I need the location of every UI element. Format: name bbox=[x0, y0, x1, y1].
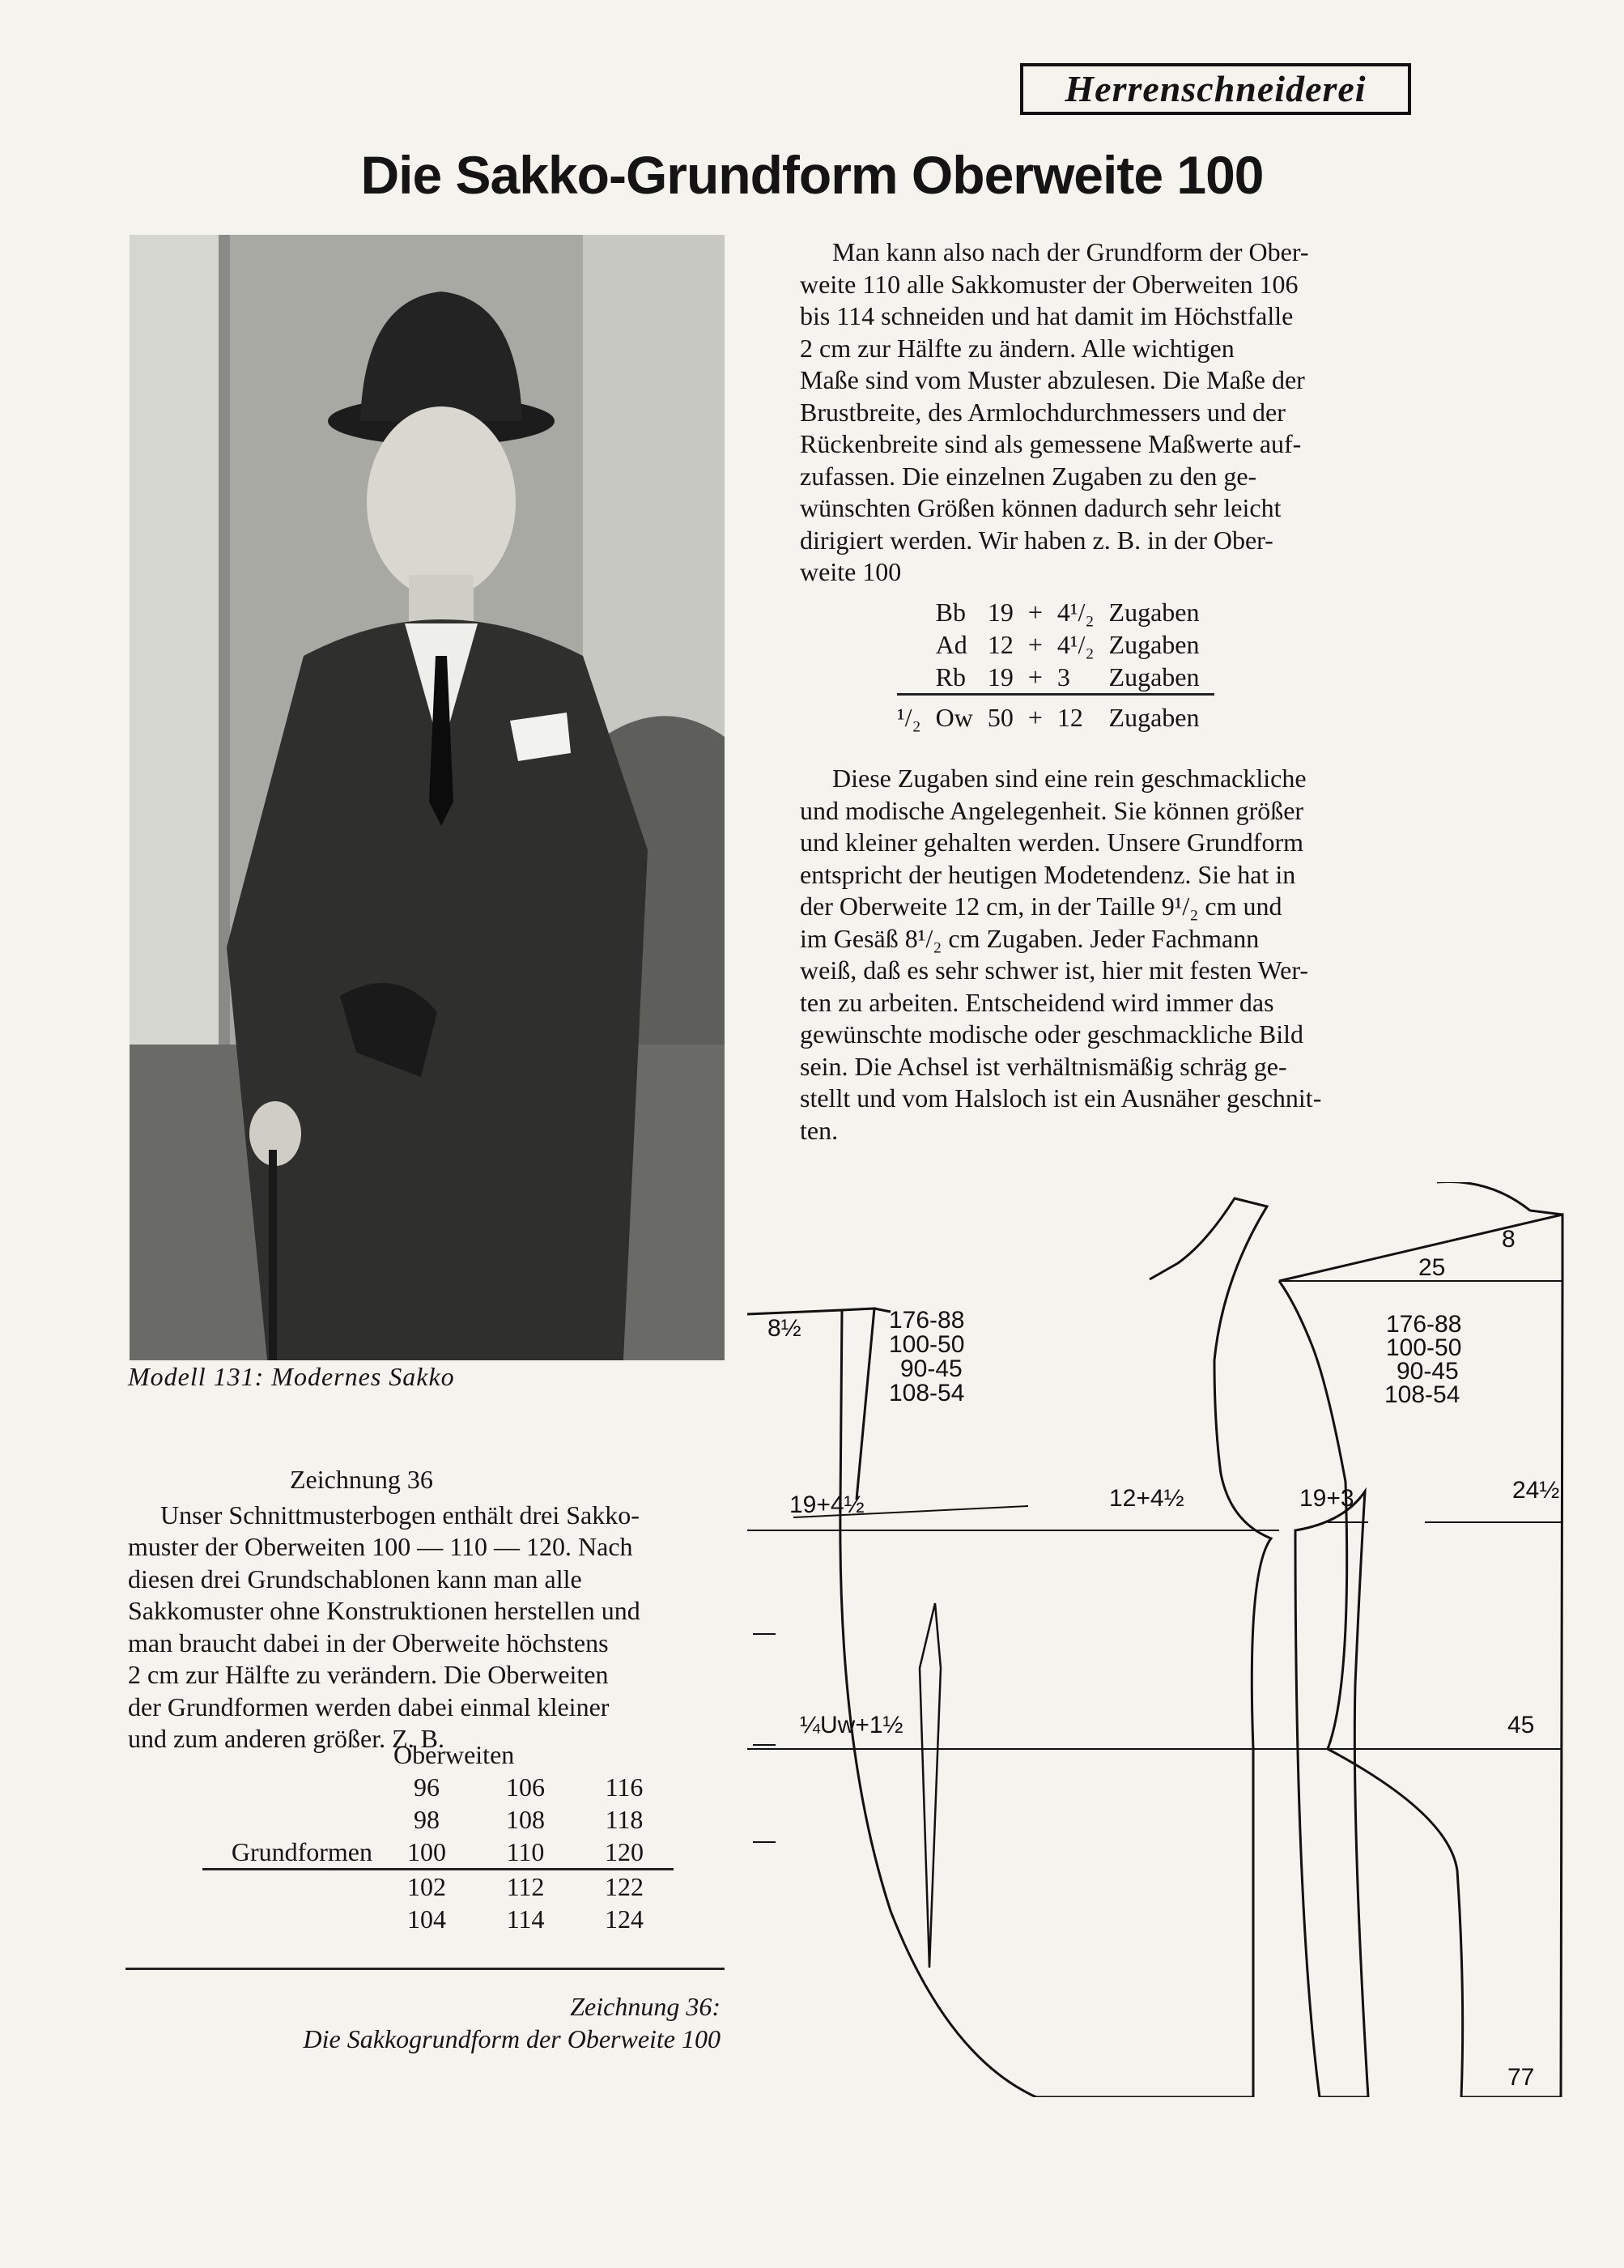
pattern-label: 90-45 bbox=[1397, 1358, 1459, 1385]
text-line: ten. bbox=[800, 1115, 839, 1145]
table-cell: 124 bbox=[605, 1904, 644, 1934]
table-cell: Rb bbox=[935, 662, 966, 691]
text-line: 2 cm zur Hälfte zu verändern. Die Oberweiten bbox=[128, 1660, 609, 1689]
table-cell: Zugaben bbox=[1108, 662, 1200, 691]
text-line: entspricht der heutigen Modetendenz. Sie hat in bbox=[800, 859, 1296, 889]
text-line: gewünschte modische oder geschmackliche Bild bbox=[800, 1019, 1304, 1049]
pattern-label: ¼Uw+1½ bbox=[800, 1712, 903, 1738]
left-column-text bbox=[128, 1464, 731, 1755]
table-row bbox=[202, 1803, 674, 1836]
table-cell: 120 bbox=[605, 1836, 644, 1866]
text-line: Man kann also nach der Grundform der Ober- bbox=[832, 237, 1309, 266]
figure-caption-line: Die Sakkogrundform der Oberweite 100 bbox=[303, 2024, 721, 2053]
text-line: und modische Angelegenheit. Sie können größer bbox=[800, 795, 1304, 825]
text-line: ten zu arbeiten. Entscheidend wird immer das bbox=[800, 987, 1274, 1017]
section-tag: Herrenschneiderei bbox=[1020, 63, 1411, 115]
table-cell: + bbox=[1027, 702, 1043, 732]
page-title: Die Sakko-Grundform Oberweite 100 bbox=[360, 145, 1264, 205]
back-labels bbox=[1299, 1226, 1559, 2091]
table-cell: Ow bbox=[935, 702, 973, 732]
table-cell: + bbox=[1027, 597, 1043, 627]
text-line: der Oberweite 12 cm, in der Taille 9¹/₂ cm und bbox=[800, 891, 1282, 921]
table-cell bbox=[202, 1870, 377, 1904]
table-cell: 3 bbox=[1056, 662, 1070, 691]
table-cell: 116 bbox=[605, 1772, 644, 1802]
table-header-row bbox=[202, 1738, 674, 1771]
table-cell: 4¹/₂ bbox=[1056, 597, 1095, 627]
table-row bbox=[897, 596, 1214, 628]
text-line: Sakkomuster ohne Konstruktionen herstellen und bbox=[128, 1596, 640, 1625]
table-cell bbox=[202, 1771, 377, 1803]
table-cell: 106 bbox=[506, 1772, 545, 1802]
table-cell: Zugaben bbox=[1108, 702, 1200, 732]
pattern-drawing bbox=[729, 1182, 1579, 2097]
table-row bbox=[202, 1870, 674, 1904]
right-column-text bbox=[800, 236, 1417, 589]
table-cell bbox=[202, 1738, 377, 1771]
table-cell: 104 bbox=[407, 1904, 446, 1934]
text-line: 2 cm zur Hälfte zu ändern. Alle wichtigen bbox=[800, 333, 1235, 363]
text-line: muster der Oberweiten 100 — 110 — 120. Nach bbox=[128, 1532, 633, 1561]
side-piece-outline bbox=[1295, 1491, 1368, 2097]
table-cell bbox=[897, 596, 936, 628]
table-cell: 98 bbox=[414, 1804, 440, 1834]
text-line: man braucht dabei in der Oberweite höchstens bbox=[128, 1628, 609, 1657]
text-line: bis 114 schneiden und hat damit im Höchstfalle bbox=[800, 301, 1294, 330]
table-row bbox=[202, 1903, 674, 1935]
table-cell: 102 bbox=[407, 1871, 446, 1901]
section-heading: Zeichnung 36 bbox=[290, 1465, 433, 1494]
text-line: der Grundformen werden dabei einmal kleiner bbox=[128, 1691, 610, 1721]
text-line: sein. Die Achsel ist verhältnismäßig schräg ge- bbox=[800, 1051, 1287, 1081]
pattern-label: 77 bbox=[1507, 2064, 1535, 2091]
text-line: weite 110 alle Sakkomuster der Oberweiten 106 bbox=[800, 269, 1299, 299]
table-cell bbox=[897, 661, 936, 695]
text-line: Unser Schnittmusterbogen enthält drei Sakko- bbox=[160, 1500, 640, 1530]
table-cell: 108 bbox=[506, 1804, 545, 1834]
table-cell bbox=[897, 628, 936, 661]
text-line: wünschten Größen können dadurch sehr leicht bbox=[800, 493, 1282, 522]
table-cell: Bb bbox=[935, 597, 966, 627]
table-cell: 19 bbox=[987, 662, 1014, 691]
front-labels bbox=[767, 1307, 964, 1738]
front-piece-outline bbox=[747, 1198, 1271, 2097]
divider bbox=[125, 1968, 725, 1970]
table-row-total bbox=[897, 695, 1214, 740]
table-cell: 12 bbox=[987, 629, 1014, 659]
oberweiten-table bbox=[202, 1738, 674, 1935]
pattern-label-side: 12+4½ bbox=[1109, 1485, 1184, 1512]
table-row bbox=[202, 1836, 674, 1870]
table-row-label: Grundformen bbox=[231, 1836, 372, 1866]
table-cell: 50 bbox=[987, 702, 1014, 732]
text-line: weite 100 bbox=[800, 557, 902, 586]
text-line: zufassen. Die einzelnen Zugaben zu den ge- bbox=[800, 461, 1257, 491]
table-row bbox=[897, 661, 1214, 695]
text-line: und zum anderen größer. Z. B. bbox=[128, 1724, 444, 1753]
table-cell bbox=[202, 1803, 377, 1836]
table-cell: 110 bbox=[506, 1836, 545, 1866]
text-line: und kleiner gehalten werden. Unsere Grundform bbox=[800, 828, 1303, 857]
table-heading: Oberweiten bbox=[393, 1739, 515, 1769]
text-line: stellt und vom Halsloch ist ein Ausnäher geschnit- bbox=[800, 1083, 1322, 1113]
pattern-label: 90-45 bbox=[900, 1355, 963, 1382]
table-cell: + bbox=[1027, 662, 1043, 691]
pattern-label: 25 bbox=[1418, 1254, 1446, 1281]
right-column-text-2 bbox=[800, 763, 1417, 1147]
table-cell: 4¹/₂ bbox=[1056, 629, 1095, 659]
pattern-label: 100-50 bbox=[889, 1331, 965, 1358]
text-line: dirigiert werden. Wir haben z. B. in der Ober- bbox=[800, 525, 1273, 555]
text-line: im Gesäß 8¹/₂ cm Zugaben. Jeder Fachmann bbox=[800, 923, 1260, 953]
table-cell: Zugaben bbox=[1108, 597, 1200, 627]
pattern-label: 24½ bbox=[1512, 1477, 1560, 1504]
table-cell: 118 bbox=[605, 1804, 644, 1834]
man-in-suit-illustration bbox=[130, 235, 725, 1360]
pattern-label: 8½ bbox=[767, 1315, 801, 1342]
table-cell: + bbox=[1027, 629, 1043, 659]
table-row bbox=[897, 628, 1214, 661]
text-line: weiß, daß es sehr schwer ist, hier mit festen Wer- bbox=[800, 955, 1308, 985]
table-cell: Zugaben bbox=[1108, 629, 1200, 659]
table-cell: 19 bbox=[987, 597, 1014, 627]
pattern-label: 176-88 bbox=[1386, 1311, 1462, 1338]
photo-caption: Modell 131: Modernes Sakko bbox=[128, 1362, 455, 1391]
pattern-label: 19+4½ bbox=[789, 1491, 865, 1518]
table-cell: Ad bbox=[935, 629, 967, 659]
pattern-label: 108-54 bbox=[1384, 1381, 1460, 1408]
pattern-label: 19+3 bbox=[1299, 1485, 1354, 1512]
table-cell: 122 bbox=[605, 1871, 644, 1901]
table-cell: 96 bbox=[414, 1772, 440, 1802]
table-cell: 12 bbox=[1056, 702, 1083, 732]
table-cell: 112 bbox=[506, 1871, 545, 1901]
pattern-label: 176-88 bbox=[889, 1307, 965, 1334]
text-line: diesen drei Grundschablonen kann man alle bbox=[128, 1564, 582, 1594]
text-line: Maße sind vom Muster abzulesen. Die Maße der bbox=[800, 365, 1305, 394]
text-line: Diese Zugaben sind eine rein geschmackliche bbox=[832, 764, 1307, 793]
table-cell: 100 bbox=[407, 1836, 446, 1866]
text-line: Brustbreite, des Armlochdurchmessers und der bbox=[800, 397, 1286, 427]
model-photo bbox=[130, 235, 725, 1360]
zugaben-table bbox=[897, 596, 1214, 740]
text-line: Rückenbreite sind als gemessene Maßwerte auf- bbox=[800, 429, 1302, 458]
table-cell: ¹/₂ bbox=[897, 702, 921, 732]
pattern-label: 45 bbox=[1507, 1712, 1535, 1738]
table-row bbox=[202, 1771, 674, 1803]
figure-caption bbox=[128, 1990, 721, 2055]
pattern-label: 100-50 bbox=[1386, 1334, 1462, 1361]
figure-caption-line: Zeichnung 36: bbox=[570, 1992, 721, 2021]
pattern-label: 108-54 bbox=[889, 1380, 965, 1406]
pattern-label: 8 bbox=[1502, 1226, 1516, 1253]
table-cell: 114 bbox=[506, 1904, 545, 1934]
table-cell bbox=[202, 1903, 377, 1935]
